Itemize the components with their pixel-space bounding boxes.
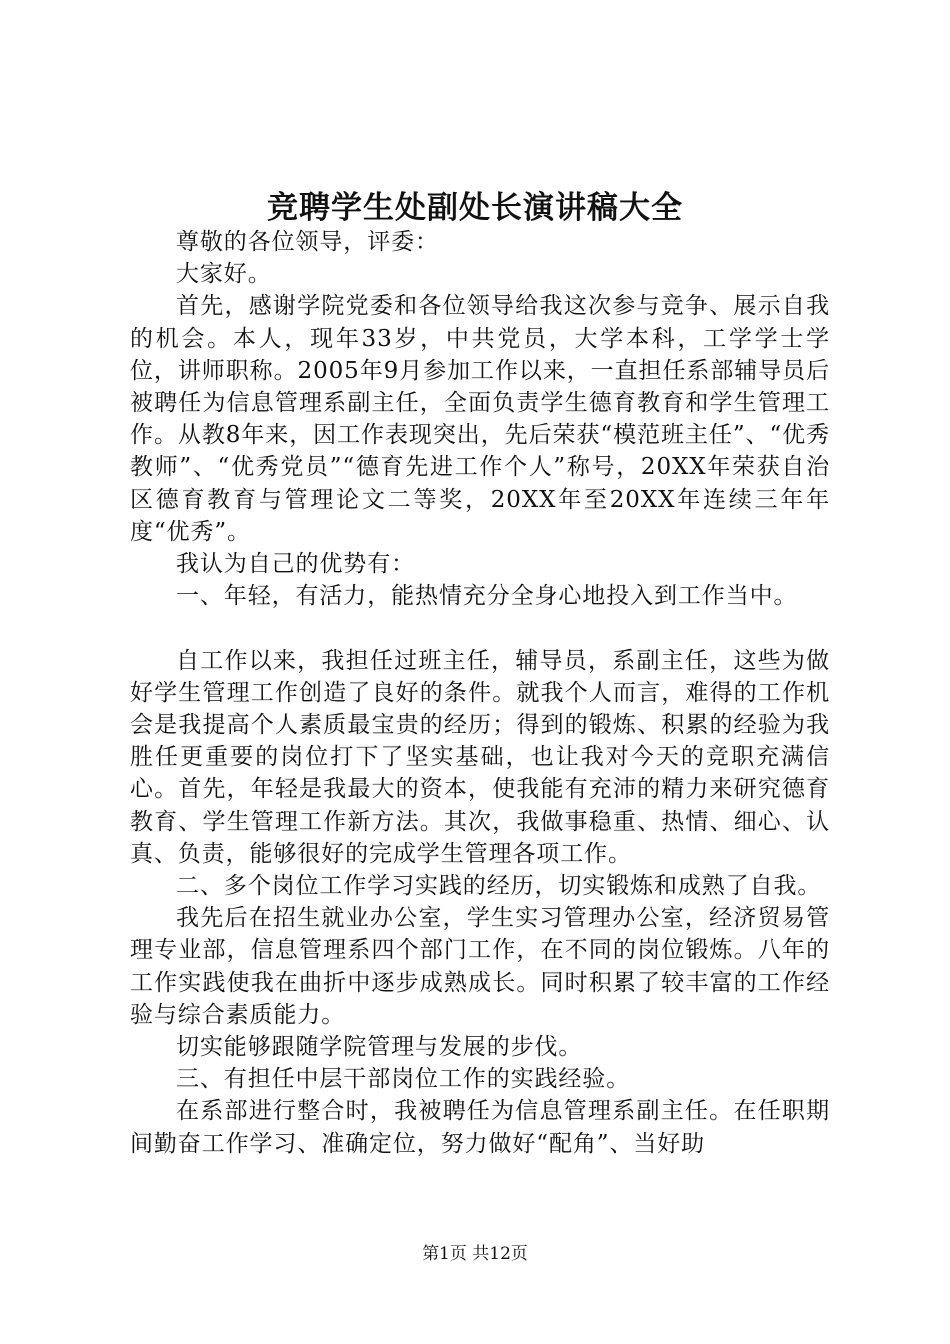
blank-line	[130, 612, 830, 644]
paragraph-point-two-detail: 我先后在招生就业办公室，学生实习管理办公室，经济贸易管理专业部，信息管理系四个部门工作，在不同的岗位锻炼。八年的工作实践使我在曲折中逐步成熟成长。同时积累了较丰富的工作经验与综合素质能力。	[130, 905, 830, 1028]
page-footer: 第1页 共12页	[422, 1244, 528, 1264]
document-body	[130, 226, 830, 1160]
paragraph-point-three-detail: 在系部进行整合时，我被聘任为信息管理系副主任。在任职期间勤奋工作学习、准确定位，努力做好“配角”、当好助	[130, 1098, 830, 1157]
paragraph-follow-pace: 切实能够跟随学院管理与发展的步伐。	[176, 1034, 583, 1061]
paragraph-point-three: 三、有担任中层干部岗位工作的实践经验。	[176, 1066, 631, 1093]
paragraph-intro: 首先，感谢学院党委和各位领导给我这次参与竞争、展示自我的机会。本人，现年33岁，中共党员，大学本科，工学学士学位，讲师职称。2005年9月参加工作以来，一直担任系部辅导员后被聘任为信息管理系副主任，全面负责学生德育教育和学生管理工作。从教8年来，因工作表现突出，先后荣获“模范班主任”、“优秀教师”、“优秀党员”“德育先进工作个人”称号，20XX年荣获自治区德育教育与管理论文二等奖，20XX年至20XX年连续三年年度“优秀”。	[130, 293, 830, 545]
paragraph-point-one: 一、年轻，有活力，能热情充分全身心地投入到工作当中。	[176, 583, 798, 610]
paragraph-salutation: 尊敬的各位领导，评委：	[176, 229, 439, 255]
paragraph-point-one-detail: 自工作以来，我担任过班主任，辅导员，系副主任，这些为做好学生管理工作创造了良好的条件。就我个人而言，难得的工作机会是我提高个人素质最宝贵的经历；得到的锻炼、积累的经验为我胜任更重要的岗位打下了坚实基础，也让我对今天的竞职充满信心。首先，年轻是我最大的资本，使我能有充沛的精力来研究德育教育、学生管理工作新方法。其次，我做事稳重、热情、细心、认真、负责，能够很好的完成学生管理各项工作。	[130, 647, 830, 867]
paragraph-point-two: 二、多个岗位工作学习实践的经历，切实锻炼和成熟了自我。	[176, 873, 822, 900]
paragraph-advantages-heading: 我认为自己的优势有：	[176, 551, 415, 578]
document-title: 竞聘学生处副处长演讲稿大全	[267, 190, 683, 226]
paragraph-greeting: 大家好。	[176, 261, 272, 288]
